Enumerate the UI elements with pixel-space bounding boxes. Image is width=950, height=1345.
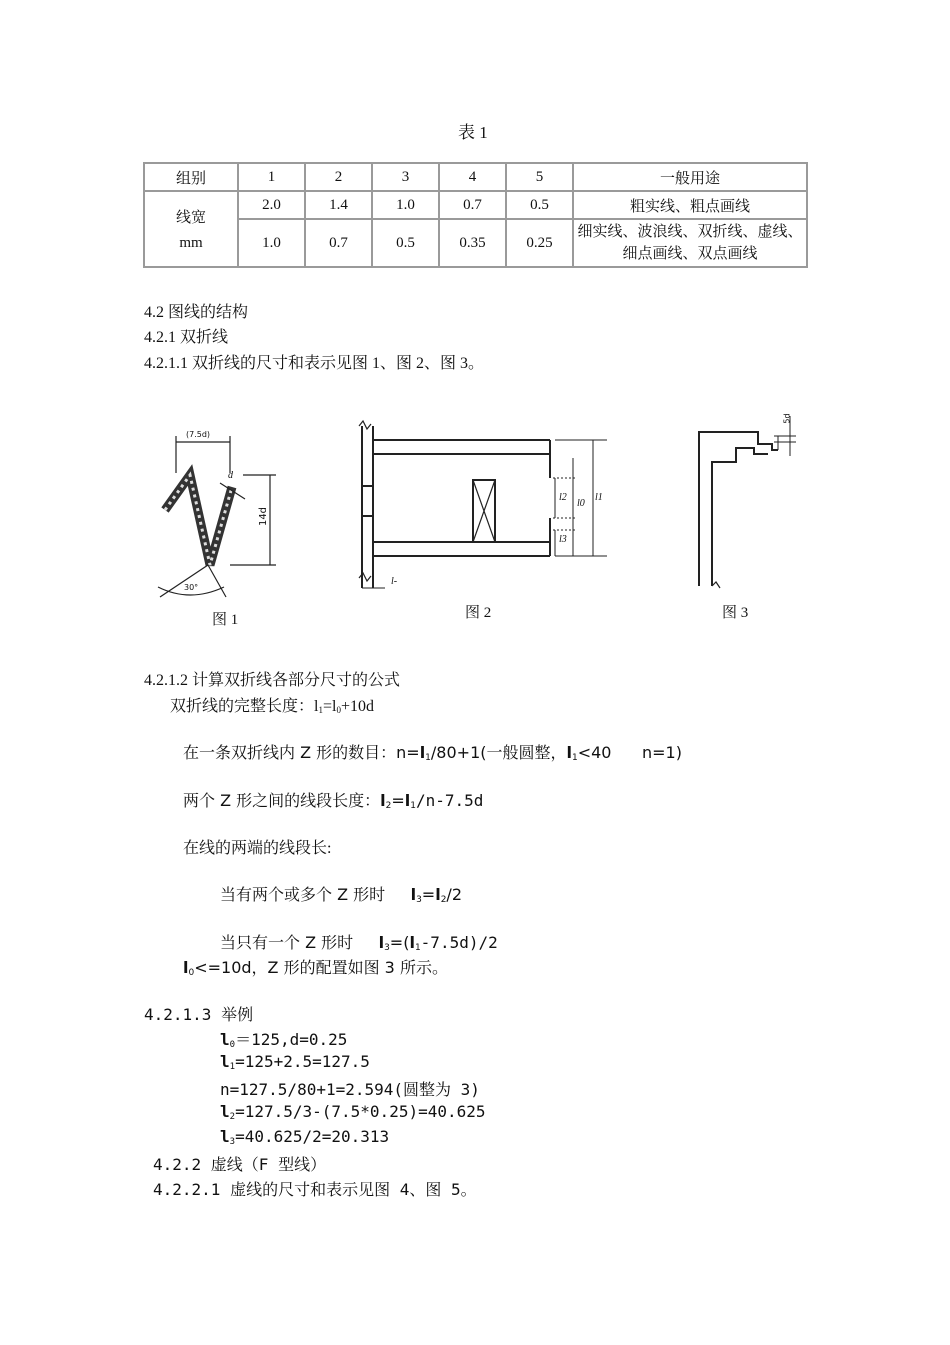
table-header-row xyxy=(144,163,807,191)
case-many xyxy=(220,882,462,905)
formula-l-symbol: l xyxy=(419,743,426,762)
header-cell: 一般用途 xyxy=(573,163,807,191)
figure-2-drawing xyxy=(355,418,615,623)
formula-n-prefix: 在一条双折线内 Z 形的数目： xyxy=(183,743,397,762)
formula-part: /80+1(一般圆整， xyxy=(430,743,567,762)
table-cell: 0.5 xyxy=(372,219,439,267)
formula-l-symbol: l xyxy=(183,958,189,977)
fig2-l2-text: l2 xyxy=(559,492,567,503)
figure-1-drawing xyxy=(150,425,290,630)
heading-4-2-1: 4.2.1 双折线 xyxy=(144,329,229,346)
formula-l-symbol: l xyxy=(220,1102,230,1121)
case-many-prefix: 当有两个或多个 Z 形时 xyxy=(220,885,411,904)
formula-part: n= xyxy=(396,743,420,762)
formula-l2-prefix: 两个 Z 形之间的线段长度： xyxy=(183,791,381,810)
formula-subscript: 1 xyxy=(318,705,323,715)
fig1-height-label: 14d xyxy=(258,506,270,527)
figure-1 xyxy=(150,425,290,630)
formula-full-length xyxy=(170,693,374,716)
header-cell: 组别 xyxy=(144,163,238,191)
formula-part: =( xyxy=(389,933,410,952)
formula-part: = xyxy=(391,791,405,810)
example-line-1 xyxy=(220,1027,347,1050)
formula-part: <=10d，Z 形的配置如图 3 所示。 xyxy=(194,958,448,977)
table-caption: 表 1 xyxy=(458,123,488,142)
formula-l-symbol: l xyxy=(380,791,386,810)
formula-n xyxy=(183,740,682,763)
heading-4-2-1-1: 4.2.1.1 双折线的尺寸和表示见图 1、图 2、图 3。 xyxy=(144,355,485,372)
figure-3-caption: 图 3 xyxy=(722,605,749,621)
example-line-4 xyxy=(220,1102,486,1122)
heading-4-2-2-1: 4.2.2.1 虚线的尺寸和表示见图 4、图 5。 xyxy=(153,1180,477,1199)
formula-subscript: 1 xyxy=(571,753,578,763)
fig2-l3-label xyxy=(559,534,567,545)
heading-4-2: 4.2 图线的结构 xyxy=(144,304,249,321)
table-cell: 0.5 xyxy=(506,191,573,219)
formula-subscript: 0 xyxy=(188,968,195,978)
formula-part: /2 xyxy=(446,885,462,904)
formula-l2 xyxy=(183,788,483,811)
example-text: =127.5/3-(7.5*0.25)=40.625 xyxy=(235,1102,486,1121)
figure-2-caption: 图 2 xyxy=(465,605,492,621)
fig2-bottom-label: l- xyxy=(391,576,398,587)
fig2-l0-label xyxy=(577,498,585,509)
formula-subscript: 0 xyxy=(229,1040,236,1050)
table-row xyxy=(144,219,807,267)
example-text: =40.625/2=20.313 xyxy=(235,1127,390,1146)
formula-full-length-prefix: 双折线的完整长度： xyxy=(170,698,315,715)
ends-text: 在线的两端的线段长: xyxy=(183,840,332,857)
fig2-l1-text: l1 xyxy=(595,492,603,503)
formula-subscript: 1 xyxy=(229,1062,236,1072)
formula-part: -7.5d)/2 xyxy=(420,933,498,952)
formula-part: = xyxy=(421,885,436,904)
case-one xyxy=(220,930,498,953)
table-row xyxy=(144,191,807,219)
formula-l-symbol: l xyxy=(409,933,415,952)
line-width-table xyxy=(143,162,808,268)
case-one-prefix: 当只有一个 Z 形时 xyxy=(220,933,379,952)
formula-subscript: 1 xyxy=(425,753,431,763)
figure-3-drawing xyxy=(692,408,802,623)
example-line-2 xyxy=(220,1052,370,1072)
formula-l-symbol: l xyxy=(220,1052,230,1071)
fig2-l0-text: l0 xyxy=(577,498,585,509)
figure-1-caption: 图 1 xyxy=(212,612,239,628)
table-cell: 1.4 xyxy=(305,191,372,219)
table-cell xyxy=(573,219,807,267)
example-text: ＝125,d=0.25 xyxy=(235,1030,348,1049)
fig2-l2-label xyxy=(559,492,567,503)
header-cell: 1 xyxy=(238,163,305,191)
header-cell: 2 xyxy=(305,163,372,191)
formula-subscript: 3 xyxy=(416,895,422,905)
formula-part: /n-7.5d xyxy=(415,791,484,810)
formula-l-symbol: l xyxy=(220,1127,230,1146)
table-cell: 1.0 xyxy=(372,191,439,219)
formula-subscript: 2 xyxy=(385,801,392,811)
fig3-dim-label: 5d xyxy=(782,413,792,424)
formula-l-symbol: l xyxy=(404,791,411,810)
formula-l-symbol: l xyxy=(566,743,572,762)
formula-l-symbol: l xyxy=(435,885,441,904)
use-line2: 细点画线、双点画线 xyxy=(622,246,758,262)
table-cell: 0.7 xyxy=(305,219,372,267)
fig2-l3-text: l3 xyxy=(559,534,567,545)
formula-part: +10d xyxy=(340,698,374,715)
example-line-5 xyxy=(220,1127,389,1147)
table-cell: 0.35 xyxy=(439,219,506,267)
heading-4-2-1-3: 4.2.1.3 举例 xyxy=(144,1005,254,1024)
example-text: n=127.5/80+1=2.594(圆整为 3) xyxy=(220,1080,480,1099)
table-cell: 1.0 xyxy=(238,219,305,267)
header-cell: 4 xyxy=(439,163,506,191)
fig1-d-label: d xyxy=(228,470,233,481)
table-cell: 0.7 xyxy=(439,191,506,219)
table-cell: 0.25 xyxy=(506,219,573,267)
table-cell: 2.0 xyxy=(238,191,305,219)
heading-4-2-2: 4.2.2 虚线（F 型线） xyxy=(153,1155,327,1174)
formula-subscript: 3 xyxy=(384,943,390,953)
table-cell: 粗实线、粗点画线 xyxy=(573,191,807,219)
formula-l-symbol: l xyxy=(410,885,417,904)
fig1-width-label: (7.5d) xyxy=(186,430,211,439)
header-cell: 5 xyxy=(506,163,573,191)
figure-2 xyxy=(355,418,615,623)
fig1-angle-label: 30° xyxy=(184,583,199,592)
fig2-l1-label xyxy=(595,492,603,503)
formula-part: <40 n=1) xyxy=(577,743,682,762)
figure-3 xyxy=(692,408,802,623)
use-line1: 细实线、波浪线、双折线、虚线、 xyxy=(577,224,803,240)
formula-subscript: 0 xyxy=(336,705,341,715)
formula-l-symbol: l xyxy=(220,1030,230,1049)
formula-part: =l xyxy=(322,698,337,715)
formula-subscript: 2 xyxy=(229,1112,236,1122)
row-label-line2: mm xyxy=(179,235,203,251)
heading-4-2-1-2: 4.2.1.2 计算双折线各部分尺寸的公式 xyxy=(144,672,401,689)
formula-l-symbol: l xyxy=(314,698,319,715)
example-text: =125+2.5=127.5 xyxy=(235,1052,370,1071)
header-cell: 3 xyxy=(372,163,439,191)
l0-note xyxy=(183,955,448,978)
row-label-line1: 线宽 xyxy=(175,210,206,226)
formula-subscript: 1 xyxy=(414,943,421,953)
formula-subscript: 2 xyxy=(440,895,447,905)
formula-l-symbol: l xyxy=(378,933,385,952)
row-label-cell xyxy=(144,191,238,267)
formula-subscript: 1 xyxy=(410,801,416,811)
formula-subscript: 3 xyxy=(229,1137,236,1147)
example-line-3 xyxy=(220,1077,480,1100)
